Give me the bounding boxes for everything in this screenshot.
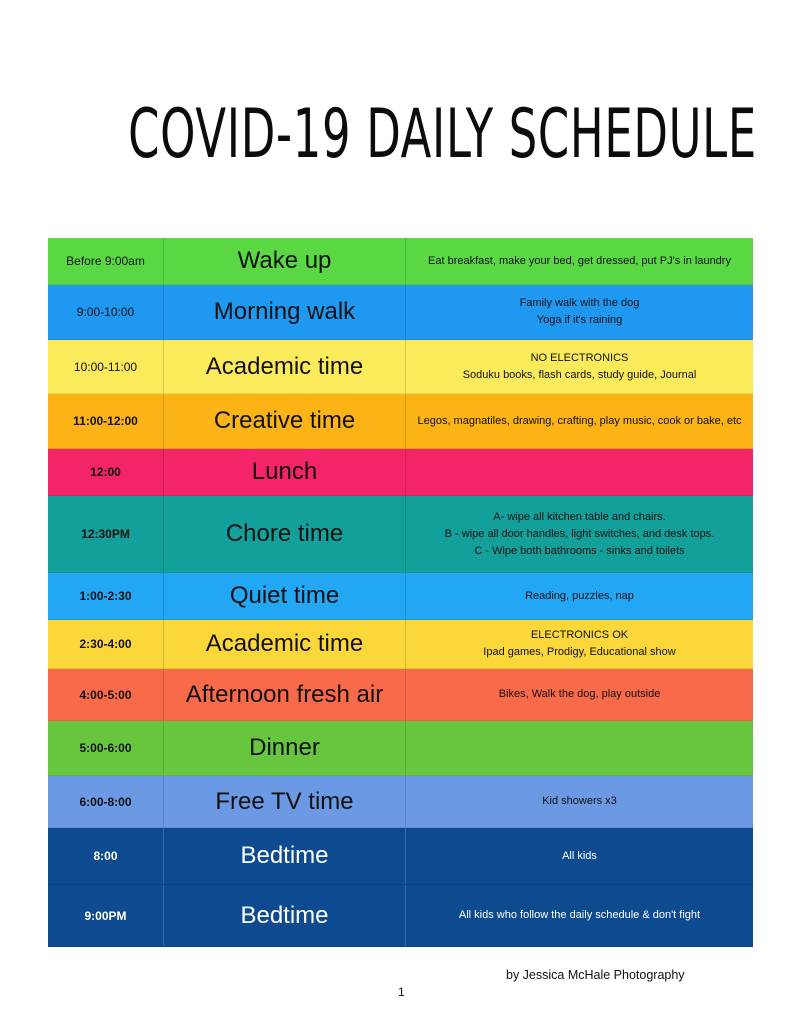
details-cell — [406, 776, 753, 827]
time-cell: 2:30-4:00 — [48, 620, 164, 668]
schedule-row — [48, 340, 753, 394]
time-cell: 1:00-2:30 — [48, 573, 164, 619]
activity-cell: Bedtime — [164, 885, 406, 946]
details-line: C - Wipe both bathrooms - sinks and toilets — [474, 544, 685, 557]
details-line: Yoga if it's raining — [536, 314, 623, 326]
activity-cell: Creative time — [164, 394, 406, 448]
time-cell: 12:30PM — [48, 496, 164, 572]
details-line: All kids — [562, 849, 597, 862]
details-line: Kid showers x3 — [542, 795, 617, 807]
schedule-row — [48, 496, 753, 573]
page-title: COVID-19 DAILY SCHEDULE — [128, 95, 757, 174]
schedule-row — [48, 828, 753, 885]
schedule-row — [48, 285, 753, 340]
schedule-row — [48, 573, 753, 620]
time-cell: 9:00-10:00 — [48, 285, 164, 339]
details-line: A- wipe all kitchen table and chairs. — [493, 510, 666, 523]
activity-cell: Wake up — [164, 238, 406, 284]
activity-cell: Morning walk — [164, 285, 406, 339]
details-line: B - wipe all door handles, light switches, and desk tops. — [444, 527, 715, 540]
details-line: ELECTRONICS OK — [530, 629, 629, 641]
details-line: Reading, puzzles, nap — [525, 589, 634, 602]
schedule-row — [48, 776, 753, 828]
details-cell — [406, 573, 753, 619]
details-line: Family walk with the dog — [519, 297, 640, 309]
schedule-table — [48, 238, 753, 947]
activity-cell: Dinner — [164, 721, 406, 775]
schedule-row — [48, 449, 753, 496]
details-cell — [406, 449, 753, 495]
details-cell — [406, 721, 753, 775]
time-cell: 10:00-11:00 — [48, 340, 164, 393]
activity-cell: Lunch — [164, 449, 406, 495]
schedule-row — [48, 620, 753, 669]
time-cell: 5:00-6:00 — [48, 721, 164, 775]
activity-cell: Academic time — [164, 620, 406, 668]
time-cell: 11:00-12:00 — [48, 394, 164, 448]
schedule-row — [48, 394, 753, 449]
time-cell: 6:00-8:00 — [48, 776, 164, 827]
time-cell: 8:00 — [48, 828, 164, 884]
time-cell: 4:00-5:00 — [48, 669, 164, 720]
activity-cell: Academic time — [164, 340, 406, 393]
details-cell — [406, 828, 753, 884]
details-cell — [406, 285, 753, 339]
activity-cell: Bedtime — [164, 828, 406, 884]
details-cell — [406, 238, 753, 284]
details-cell — [406, 669, 753, 720]
details-cell — [406, 496, 753, 572]
time-cell: 12:00 — [48, 449, 164, 495]
activity-cell: Free TV time — [164, 776, 406, 827]
details-line: Legos, magnatiles, drawing, crafting, play music, cook or bake, etc — [417, 414, 742, 427]
details-line: Ipad games, Prodigy, Educational show — [483, 646, 676, 658]
activity-cell: Chore time — [164, 496, 406, 572]
details-line: All kids who follow the daily schedule & don't fight — [458, 909, 701, 921]
details-line: Bikes, Walk the dog, play outside — [498, 688, 661, 700]
page-number: 1 — [398, 985, 405, 999]
details-line: NO ELECTRONICS — [530, 351, 629, 364]
time-cell: Before 9:00am — [48, 238, 164, 284]
schedule-row — [48, 721, 753, 776]
photographer-credit: by Jessica McHale Photography — [506, 968, 685, 982]
time-cell: 9:00PM — [48, 885, 164, 946]
details-cell — [406, 394, 753, 448]
details-cell — [406, 885, 753, 946]
activity-cell: Afternoon fresh air — [164, 669, 406, 720]
details-line: Soduku books, flash cards, study guide, Journal — [462, 368, 697, 381]
details-cell — [406, 620, 753, 668]
schedule-row — [48, 885, 753, 947]
details-line: Eat breakfast, make your bed, get dressed, put PJ's in laundry — [428, 254, 731, 267]
schedule-row — [48, 669, 753, 721]
schedule-row — [48, 238, 753, 285]
details-cell — [406, 340, 753, 393]
activity-cell: Quiet time — [164, 573, 406, 619]
